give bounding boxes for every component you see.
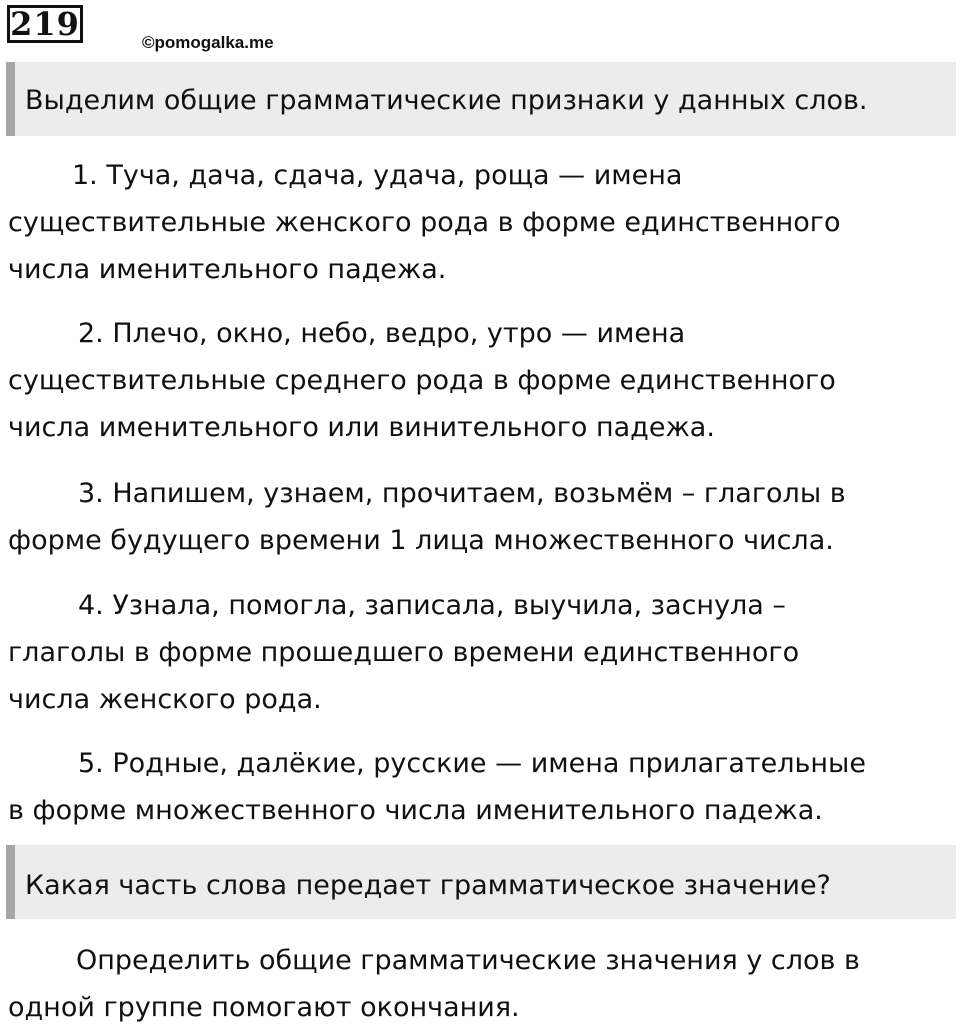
- paragraph-line: существительные женского рода в форме единственного: [8, 207, 841, 238]
- task-number: 219: [7, 5, 83, 43]
- copyright-label: ©pomogalka.me: [142, 33, 274, 52]
- paragraph-line: глаголы в форме прошедшего времени единственного: [8, 637, 800, 668]
- question-banner-grammar-features: [6, 62, 956, 136]
- paragraph-3: [8, 470, 953, 564]
- question-text: Какая часть слова передает грамматическое значение?: [25, 870, 831, 901]
- paragraph-line: 3. Напишем, узнаем, прочитаем, возьмём – глаголы в: [78, 478, 846, 509]
- paragraph-line: Определить общие грамматические значения у слов в: [76, 945, 860, 976]
- paragraph-line: одной группе помогают окончания.: [8, 992, 520, 1023]
- question-banner-word-part: [6, 845, 956, 919]
- paragraph-4: [8, 582, 953, 723]
- question-text: Выделим общие грамматические признаки у данных слов.: [25, 85, 868, 116]
- paragraph-line: существительные среднего рода в форме единственного: [8, 365, 836, 396]
- paragraph-5: [8, 740, 953, 834]
- paragraph-line: в форме множественного числа именительного падежа.: [8, 795, 823, 826]
- paragraph-line: 2. Плечо, окно, небо, ведро, утро — имена: [78, 318, 686, 349]
- paragraph-line: числа женского рода.: [8, 684, 322, 715]
- paragraph-line: 4. Узнала, помогла, записала, выучила, заснула –: [78, 590, 786, 621]
- paragraph-line: форме будущего времени 1 лица множественного числа.: [8, 525, 834, 556]
- paragraph-line: 1. Туча, дача, сдача, удача, роща — имена: [72, 160, 683, 191]
- paragraph-2: [8, 310, 953, 451]
- paragraph-line: числа именительного или винительного падежа.: [8, 412, 715, 443]
- answer-paragraph: [8, 937, 953, 1031]
- paragraph-line: 5. Родные, далёкие, русские — имена прилагательные: [78, 748, 866, 779]
- paragraph-line: числа именительного падежа.: [8, 254, 447, 285]
- paragraph-1: [8, 152, 953, 293]
